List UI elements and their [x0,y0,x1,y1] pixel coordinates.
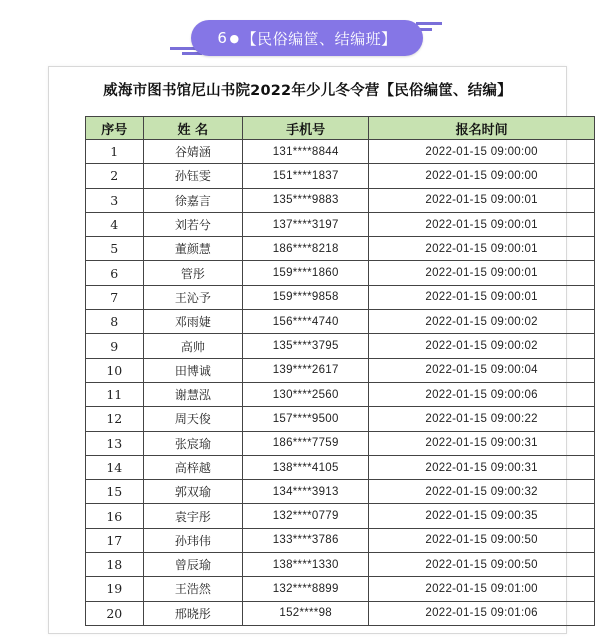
table-row [86,528,595,552]
section-label: 【民俗编筐、结编班】 [241,29,397,48]
cell-name: 袁宇彤 [143,504,243,528]
cell-seq: 7 [86,285,144,309]
cell-time: 2022-01-15 09:00:01 [369,261,595,285]
cell-seq: 14 [86,455,144,479]
table-row [86,553,595,577]
section-header [0,0,616,64]
column-header-phone: 手机号 [243,117,369,140]
cell-name: 郭双瑜 [143,480,243,504]
cell-seq: 4 [86,212,144,236]
table-row [86,480,595,504]
cell-phone: 131****8844 [243,140,369,164]
cell-phone: 152****98 [243,601,369,625]
cell-time: 2022-01-15 09:01:00 [369,577,595,601]
cell-time: 2022-01-15 09:00:00 [369,164,595,188]
table-header-row [86,117,595,140]
cell-time: 2022-01-15 09:00:50 [369,528,595,552]
cell-phone: 132****8899 [243,577,369,601]
cell-time: 2022-01-15 09:00:02 [369,334,595,358]
section-label-pill [191,20,423,56]
cell-name: 谢慧泓 [143,382,243,406]
cell-seq: 11 [86,382,144,406]
cell-name: 谷婧涵 [143,140,243,164]
cell-phone: 186****7759 [243,431,369,455]
column-header-seq: 序号 [86,117,144,140]
column-header-time: 报名时间 [369,117,595,140]
table-row [86,358,595,382]
cell-time: 2022-01-15 09:00:04 [369,358,595,382]
table-row [86,237,595,261]
table-row [86,504,595,528]
cell-phone: 132****0779 [243,504,369,528]
registration-table [85,116,595,626]
cell-seq: 12 [86,407,144,431]
table-row [86,140,595,164]
cell-time: 2022-01-15 09:00:02 [369,310,595,334]
column-header-name: 姓 名 [143,117,243,140]
cell-name: 高梓越 [143,455,243,479]
cell-seq: 1 [86,140,144,164]
table-row [86,285,595,309]
cell-time: 2022-01-15 09:00:50 [369,553,595,577]
table-row [86,261,595,285]
cell-phone: 159****9858 [243,285,369,309]
cell-time: 2022-01-15 09:00:22 [369,407,595,431]
cell-phone: 157****9500 [243,407,369,431]
cell-name: 田博诚 [143,358,243,382]
bullet-dot-icon: ● [229,31,240,45]
cell-time: 2022-01-15 09:00:31 [369,431,595,455]
cell-phone: 135****9883 [243,188,369,212]
cell-seq: 10 [86,358,144,382]
section-number: 6 [217,29,228,47]
cell-phone: 135****3795 [243,334,369,358]
cell-seq: 20 [86,601,144,625]
cell-name: 周天俊 [143,407,243,431]
cell-phone: 159****1860 [243,261,369,285]
table-row [86,382,595,406]
cell-name: 孙钰雯 [143,164,243,188]
table-row [86,188,595,212]
cell-time: 2022-01-15 09:00:01 [369,237,595,261]
cell-seq: 17 [86,528,144,552]
cell-phone: 138****4105 [243,455,369,479]
header-deco-line-right-1 [416,22,442,25]
cell-seq: 16 [86,504,144,528]
cell-phone: 151****1837 [243,164,369,188]
cell-name: 张宸瑜 [143,431,243,455]
table-row [86,577,595,601]
registration-sheet [48,66,567,634]
cell-seq: 6 [86,261,144,285]
cell-name: 邓雨婕 [143,310,243,334]
table-row [86,212,595,236]
cell-phone: 134****3913 [243,480,369,504]
cell-name: 刘若兮 [143,212,243,236]
table-row [86,334,595,358]
cell-seq: 3 [86,188,144,212]
cell-time: 2022-01-15 09:00:01 [369,212,595,236]
cell-phone: 138****1330 [243,553,369,577]
cell-name: 管彤 [143,261,243,285]
cell-name: 董颜慧 [143,237,243,261]
table-row [86,310,595,334]
table-row [86,164,595,188]
cell-phone: 137****3197 [243,212,369,236]
cell-time: 2022-01-15 09:00:01 [369,188,595,212]
cell-name: 王浩然 [143,577,243,601]
sheet-title: 威海市图书馆尼山书院2022年少儿冬令营【民俗编筐、结编】 [103,83,512,99]
cell-seq: 19 [86,577,144,601]
cell-name: 曾辰瑜 [143,553,243,577]
cell-seq: 2 [86,164,144,188]
table-row [86,455,595,479]
cell-time: 2022-01-15 09:00:32 [369,480,595,504]
cell-name: 高帅 [143,334,243,358]
table-row [86,601,595,625]
cell-phone: 139****2617 [243,358,369,382]
cell-name: 孙玮伟 [143,528,243,552]
table-row [86,407,595,431]
cell-phone: 133****3786 [243,528,369,552]
cell-time: 2022-01-15 09:00:01 [369,285,595,309]
cell-seq: 9 [86,334,144,358]
table-body [86,140,595,626]
cell-seq: 18 [86,553,144,577]
cell-name: 徐嘉言 [143,188,243,212]
cell-time: 2022-01-15 09:00:00 [369,140,595,164]
cell-phone: 186****8218 [243,237,369,261]
cell-seq: 8 [86,310,144,334]
cell-time: 2022-01-15 09:01:06 [369,601,595,625]
cell-phone: 156****4740 [243,310,369,334]
cell-time: 2022-01-15 09:00:31 [369,455,595,479]
cell-name: 邢晓彤 [143,601,243,625]
cell-name: 王沁予 [143,285,243,309]
cell-time: 2022-01-15 09:00:06 [369,382,595,406]
cell-seq: 5 [86,237,144,261]
cell-phone: 130****2560 [243,382,369,406]
cell-time: 2022-01-15 09:00:35 [369,504,595,528]
cell-seq: 13 [86,431,144,455]
cell-seq: 15 [86,480,144,504]
table-row [86,431,595,455]
